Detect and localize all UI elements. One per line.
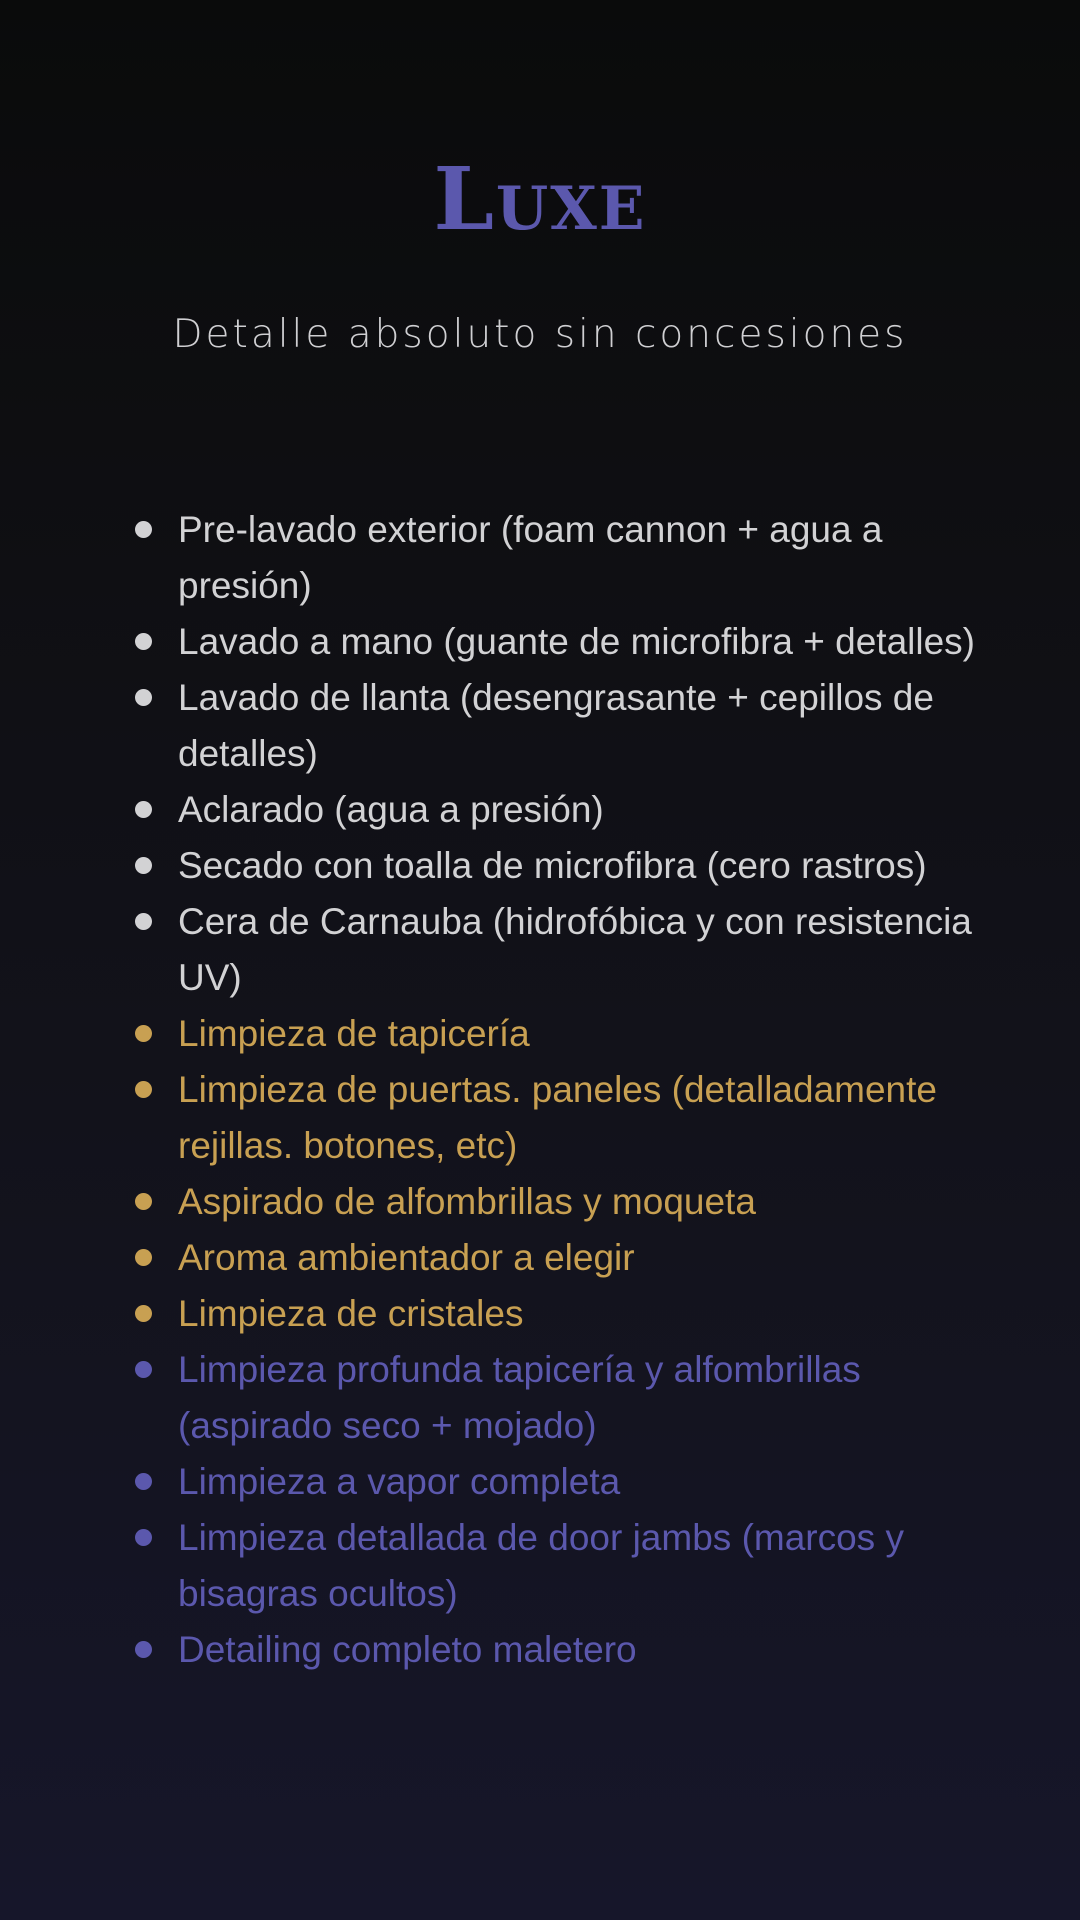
feature-text: Secado con toalla de microfibra (cero rastros) — [178, 845, 927, 886]
feature-item — [130, 1062, 980, 1174]
feature-text: Aspirado de alfombrillas y moqueta — [178, 1181, 756, 1222]
feature-text: Aroma ambientador a elegir — [178, 1237, 635, 1278]
bullet-icon — [135, 1025, 152, 1042]
package-subtitle: Detalle absoluto sin concesiones — [172, 312, 908, 357]
feature-text: Aclarado (agua a presión) — [178, 789, 604, 830]
feature-item — [130, 894, 980, 1006]
feature-item — [130, 1006, 980, 1062]
feature-text: Limpieza de puertas. paneles (detalladamente rejillas. botones, etc) — [178, 1069, 937, 1166]
feature-text: Cera de Carnauba (hidrofóbica y con resistencia UV) — [178, 901, 972, 998]
bullet-icon — [135, 1081, 152, 1098]
feature-item — [130, 1454, 980, 1510]
bullet-icon — [135, 801, 152, 818]
feature-text: Limpieza de tapicería — [178, 1013, 530, 1054]
feature-item — [130, 782, 980, 838]
package-title: Luxe — [433, 149, 647, 250]
bullet-icon — [135, 521, 152, 538]
feature-text: Limpieza detallada de door jambs (marcos y bisagras ocultos) — [178, 1517, 904, 1614]
bullet-icon — [135, 1473, 152, 1490]
feature-list — [130, 502, 980, 1678]
bullet-icon — [135, 689, 152, 706]
feature-text: Limpieza profunda tapicería y alfombrillas (aspirado seco + mojado) — [178, 1349, 861, 1446]
feature-item — [130, 502, 980, 614]
feature-item — [130, 1342, 980, 1454]
feature-item — [130, 1230, 980, 1286]
bullet-icon — [135, 1305, 152, 1322]
bullet-icon — [135, 1641, 152, 1658]
feature-text: Lavado a mano (guante de microfibra + detalles) — [178, 621, 975, 662]
feature-item — [130, 614, 980, 670]
bullet-icon — [135, 1193, 152, 1210]
feature-item — [130, 1622, 980, 1678]
feature-item — [130, 1286, 980, 1342]
bullet-icon — [135, 1529, 152, 1546]
bullet-icon — [135, 857, 152, 874]
feature-item — [130, 1174, 980, 1230]
feature-text: Pre-lavado exterior (foam cannon + agua a presión) — [178, 509, 883, 606]
feature-text: Limpieza a vapor completa — [178, 1461, 621, 1502]
bullet-icon — [135, 633, 152, 650]
bullet-icon — [135, 1361, 152, 1378]
feature-item — [130, 838, 980, 894]
feature-item — [130, 1510, 980, 1622]
bullet-icon — [135, 913, 152, 930]
feature-item — [130, 670, 980, 782]
feature-text: Lavado de llanta (desengrasante + cepillos de detalles) — [178, 677, 934, 774]
feature-text: Detailing completo maletero — [178, 1629, 637, 1670]
feature-text: Limpieza de cristales — [178, 1293, 524, 1334]
bullet-icon — [135, 1249, 152, 1266]
